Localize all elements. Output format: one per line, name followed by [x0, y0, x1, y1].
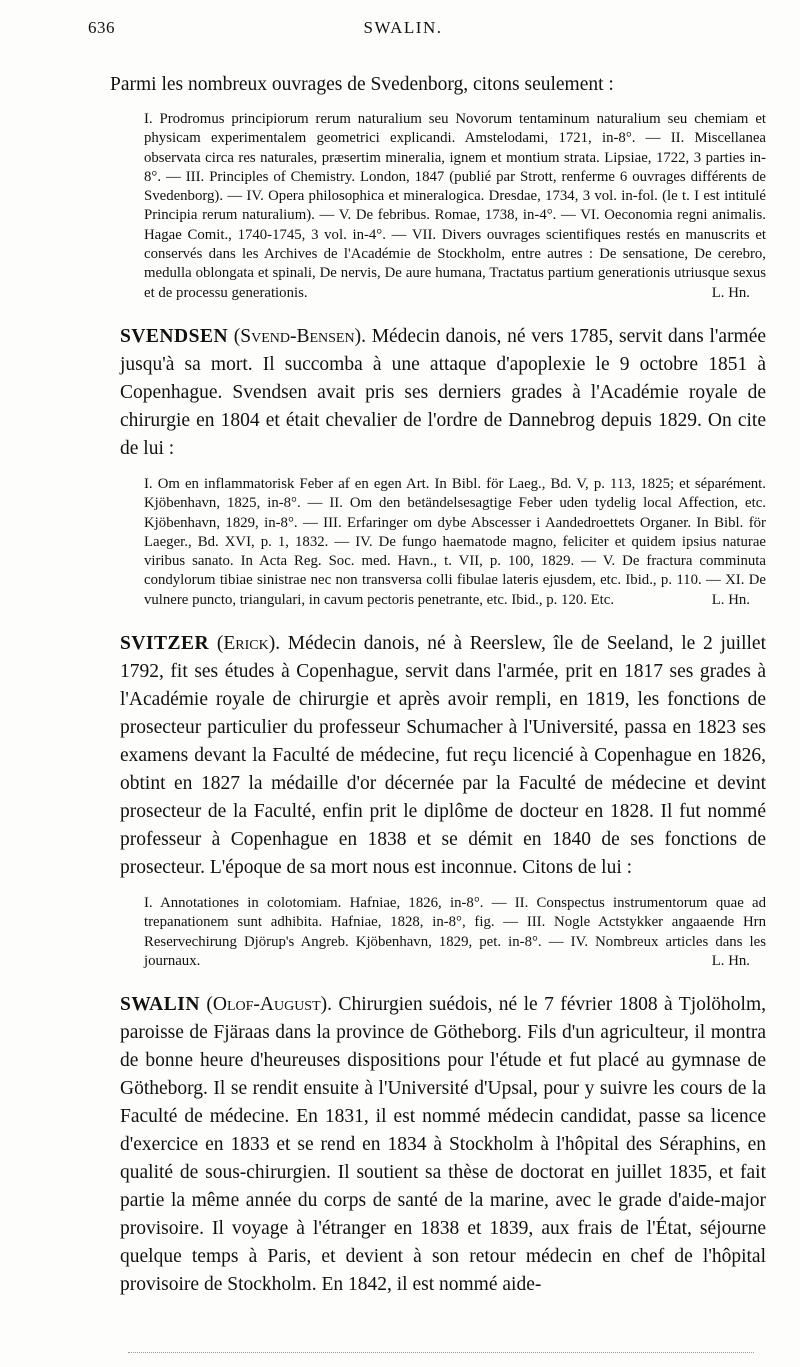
entry-alias: (Svend-Bensen).	[233, 325, 366, 347]
entry-bio	[120, 991, 766, 1299]
entry-alias: (Erick).	[216, 633, 281, 655]
entry-swalin	[40, 991, 766, 1299]
entry-svitzer	[40, 630, 766, 971]
page-number: 636	[88, 18, 115, 37]
author-signature: L. Hn.	[711, 591, 750, 608]
author-signature: L. Hn.	[711, 952, 750, 969]
entry-name: SVITZER	[120, 633, 210, 655]
entry-svendsen	[40, 323, 766, 610]
entry-name: SWALIN	[120, 994, 200, 1016]
author-signature: L. Hn.	[711, 284, 750, 301]
entry-name: SVENDSEN	[120, 325, 229, 347]
entry-works-list: I. Om en inflammatorisk Feber af en egen Art. In Bibl. för Laeg., Bd. V, p. 113, 1825; et séparément. Kjöbenhavn, 1825, in-8°. — II. Om den betändelsesagtige Feber uden tydelig local Affection, etc. Kjöbenhavn, 1829, in-8°. — III. Erfaringer om dybe Abscesser i Aandedroettets Organer. In Bibl. för Laeger., Bd. XVI, p. 1, 1832. — IV. De fungo haematode magno, feliciter et quidem ipsius naturae viribus sanato. In Acta Reg. Soc. med. Havn., t. VII, p. 100, 1829. — V. De fractura comminuta condylorum tibiae sinistrae nec non transversa colli fibulae lateris ejusdem, etc. Ibid., p. 110. — XI. De vulnere puncto, triangulari, in cavum pectoris penetrante, etc. Ibid., p. 120. Etc. L. Hn.	[144, 475, 766, 610]
entry-bio	[120, 630, 766, 882]
bottom-divider	[128, 1352, 754, 1353]
entry-alias: (Olof-August).	[206, 994, 333, 1016]
page-header	[40, 14, 766, 44]
intro-line: Parmi les nombreux ouvrages de Svedenborg, citons seulement :	[110, 74, 614, 95]
entry-works-list: I. Annotationes in colotomiam. Hafniae, 1826, in-8°. — II. Conspectus instrumentorum quae ad trepanationem sunt adhibita. Hafniae, 1828, in-8°, fig. — III. Nogle Actstykker angaaende Hrn Reservechirung Djörup's Angreb. Kjöbenhavn, 1829, pet. in-8°. — IV. Nombreux articles dans les journaux. L. Hn.	[144, 894, 766, 971]
entry-bio-text: Médecin danois, né à Reerslew, île de Seeland, le 2 juillet 1792, fit ses études à Copenhague, servit dans l'armée, prit en 1817 ses grades à l'Académie royale de chirurgie et après avoir rempli, en 1819, les fonctions de prosecteur particulier du professeur Schumacher à l'Université, passa en 1823 ses examens devant la Faculté de médecine, fut reçu licencié à Copenhague en 1826, obtint en 1827 la médaille d'or décernée par la Faculté de médecine et devint prosecteur de la Faculté, enfin prit le diplôme de docteur en 1828. Il fut nommé professeur à Copenhague en 1838 et se démit en 1840 de ses fonctions de prosecteur. L'époque de sa mort nous est inconnue. Citons de lui :	[120, 633, 767, 879]
svedenborg-works-list: I. Prodromus principiorum rerum naturalium seu Novorum tentaminum naturalium seu chemiam et physicam experimentalem geometrici explicandi. Amstelodami, 1721, in-8°. — II. Miscellanea observata circa res naturales, præsertim mineralia, ignem et montium strata. Lipsiae, 1722, 3 parties in-8°. — III. Principles of Chemistry. London, 1847 (publié par Strott, renferme 6 ouvrages différents de Svedenborg). — IV. Opera philosophica et mineralogica. Dresdae, 1734, 3 vol. in-fol. (le t. I est intitulé Principia rerum naturalium). — V. De febribus. Romae, 1738, in-4°. — VI. Oeconomia regni animalis. Hagae Comit., 1740-1745, 3 vol. in-4°. — VII. Divers ouvrages scientifiques restés en manuscrits et conservés dans les Archives de l'Académie de Stockholm, entre autres : De sensatione, De cerebro, medulla oblongata et spinali, De nervis, De aure humana, Tractatus partium generationis utriusque sexus et de processu generationis. L. Hn.	[144, 110, 766, 303]
svedenborg-works-block	[40, 110, 766, 303]
running-title: SWALIN.	[363, 18, 443, 37]
entry-bio	[120, 323, 766, 463]
entry-bio-text: Médecin danois, né vers 1785, servit dans l'armée jusqu'à sa mort. Il succomba à une attaque d'apoplexie le 9 octobre 1851 à Copenhague. Svendsen avait pris ses derniers grades à l'Académie royale de chirurgie en 1804 et était chevalier de l'ordre de Dannebrog depuis 1829. On cite de lui :	[120, 325, 767, 459]
entry-bio-text: Chirurgien suédois, né le 7 février 1808 à Tjolöholm, paroisse de Fjäraas dans la province de Götheborg. Fils d'un agriculteur, il montra de bonne heure d'heureuses dispositions pour l'étude et fut placé au gymnase de Götheborg. Il se rendit ensuite à l'Université d'Upsal, pour y suivre les cours de la Faculté de médecine. En 1831, il est nommé médecin candidat, passe sa licence d'exercice en 1833 et se rend en 1834 à Stockholm à l'hôpital des Séraphins, en qualité de sous-chirurgien. Il soutient sa thèse de doctorat en juillet 1835, et fait partie la même année du corps de santé de la marine, avec le grade d'aide-major provisoire. Il voyage à l'étranger en 1838 et 1839, aux frais de l'État, séjourne quelque temps à Paris, et devient à son retour médecin en chef de l'hôpital provisoire de Stockholm. En 1842, il est nommé aide-	[120, 994, 766, 1296]
